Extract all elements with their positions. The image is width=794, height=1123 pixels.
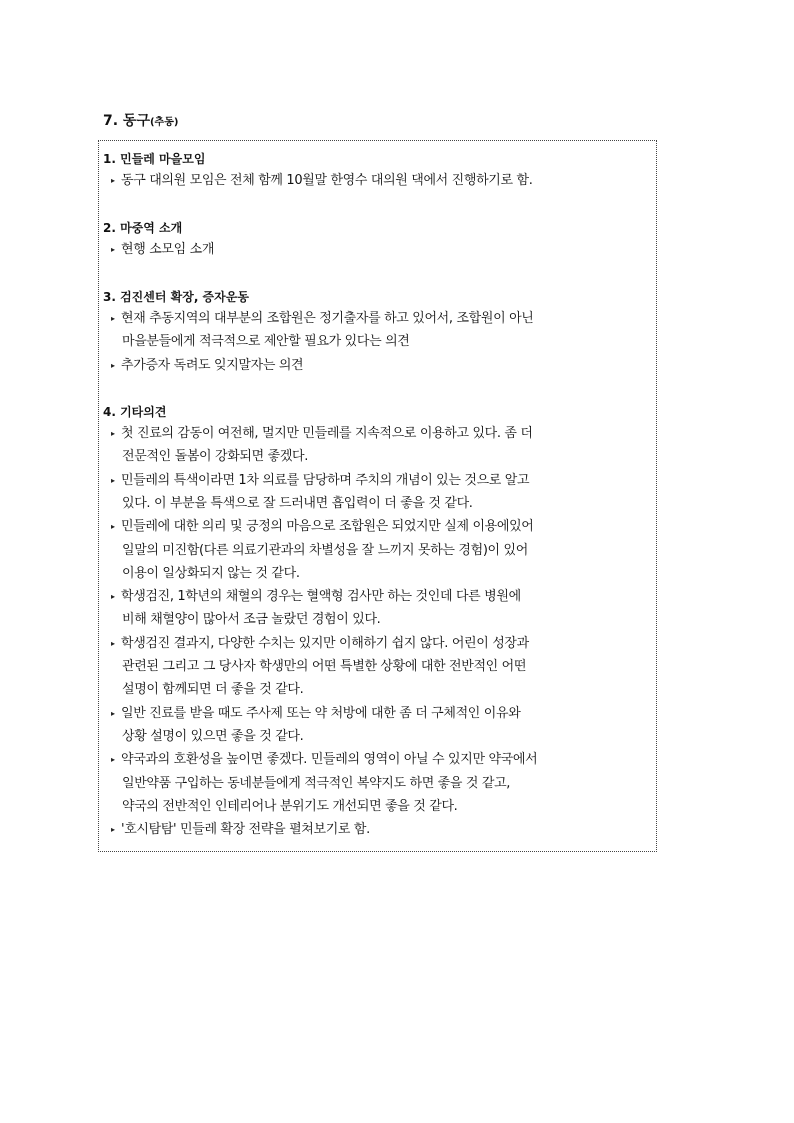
section-heading: 2. 마중역 소개 [103, 221, 183, 235]
list-item-line: 첫 진료의 감동이 여전해, 멀지만 민들레를 지속적으로 이용하고 있다. 좀 더 [121, 426, 533, 441]
section-heading: 4. 기타의견 [103, 405, 167, 419]
list-item-line: 학생검진, 1학년의 채혈의 경우는 혈액형 검사만 하는 것인데 다른 병원에 [121, 589, 521, 605]
list-item-line: 있다. 이 부분을 특색으로 잘 드러내면 흡입력이 더 좋을 것 같다. [122, 495, 473, 511]
list-item-line: 약국과의 호환성을 높이면 좋겠다. 민들레의 영역이 아닐 수 있지만 약국에서 [121, 752, 538, 768]
meeting-notes-box [98, 140, 657, 852]
section-heading: 3. 검진센터 확장, 증자운동 [103, 290, 249, 304]
list-item-line: 이용이 일상화되지 않는 것 같다. [122, 565, 300, 581]
bullet-icon: ▸ [111, 429, 116, 438]
bullet-icon: ▸ [111, 825, 116, 835]
list-item-line: 설명이 함께되면 더 좋을 것 같다. [122, 682, 304, 698]
section-heading: 1. 민들레 마을모임 [103, 152, 206, 166]
bullet-icon: ▸ [111, 245, 116, 254]
list-item-line: 일말의 미진함(다른 의료기관과의 차별성을 잘 느끼지 못하는 경험)이 있어 [122, 542, 528, 558]
page-title-main: 7. 동구 [103, 113, 150, 129]
bullet-icon: ▸ [111, 638, 116, 648]
list-item-line: 비해 채혈양이 많아서 조금 놀랐던 경험이 있다. [122, 612, 381, 628]
bullet-icon: ▸ [111, 176, 116, 185]
bullet-icon: ▸ [111, 592, 116, 602]
list-item-line: 현행 소모임 소개 [121, 242, 215, 257]
list-item-line: 전문적인 돌봄이 강화되면 좋겠다. [122, 449, 309, 465]
list-item-line: 학생검진 결과지, 다양한 수치는 있지만 이해하기 쉽지 않다. 어린이 성장과 [121, 635, 529, 651]
list-item-line: 민들레의 특색이라면 1차 의료를 담당하며 주치의 개념이 있는 것으로 알고 [121, 472, 530, 488]
list-item-line: 관련된 그리고 그 당사자 학생만의 어떤 특별한 상황에 대한 전반적인 어떤 [122, 659, 527, 674]
list-item-line: 마을분들에게 적극적으로 제안할 필요가 있다는 의견 [122, 334, 410, 350]
list-item-line: '호시탐탐' 민들레 확장 전략을 펼쳐보기로 함. [121, 822, 370, 838]
list-item-line: 약국의 전반적인 인테리어나 분위기도 개선되면 좋을 것 같다. [122, 798, 458, 814]
bullet-icon: ▸ [111, 708, 116, 718]
list-item-line: 일반약품 구입하는 동네분들에게 적극적인 복약지도 하면 좋을 것 같고, [122, 775, 511, 791]
list-item-line: 상황 설명이 있으면 좋을 것 같다. [122, 728, 304, 744]
bullet-icon: ▸ [111, 360, 116, 370]
page-title-sub: (추동) [149, 117, 179, 128]
list-item-line: 일반 진료를 받을 때도 주사제 또는 약 처방에 대한 좀 더 구체적인 이유와 [121, 705, 521, 721]
list-item-line: 동구 대의원 모임은 전체 함께 10월말 한영수 대의원 댁에서 진행하기로 함. [121, 173, 533, 188]
list-item-line: 현재 추동지역의 대부분의 조합원은 정기출자를 하고 있어서, 조합원이 아닌 [121, 311, 534, 326]
list-item-line: 민들레에 대한 의리 및 긍정의 마음으로 조합원은 되었지만 실제 이용에있어 [121, 519, 534, 535]
bullet-icon: ▸ [111, 475, 116, 485]
bullet-icon: ▸ [111, 755, 116, 765]
list-item-line: 추가증자 독려도 잊지말자는 의견 [121, 357, 304, 373]
bullet-icon: ▸ [111, 522, 116, 532]
bullet-icon: ▸ [111, 314, 116, 323]
page-title [103, 110, 178, 130]
